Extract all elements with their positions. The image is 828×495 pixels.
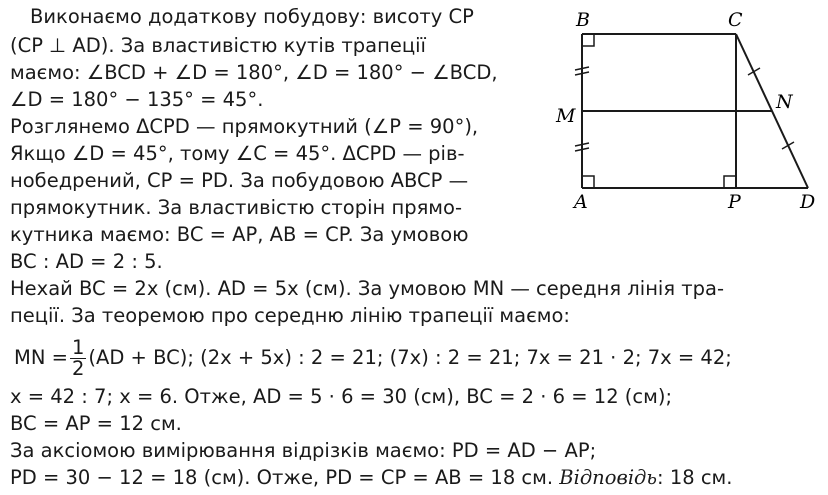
right-angle-a bbox=[582, 176, 594, 188]
label-m: M bbox=[556, 105, 576, 127]
text-line-8: прямокутник. За властивістю сторін прямо- bbox=[10, 196, 462, 219]
text-line-3: маємо: ∠BCD + ∠D = 180°, ∠D = 180° − ∠BCD, bbox=[10, 61, 498, 84]
text-line-2: (CP ⊥ AD). За властивістю кутів трапеції bbox=[10, 34, 426, 57]
text-line-14: x = 42 : 7; x = 6. Отже, AD = 5 · 6 = 30 (см), BC = 2 · 6 = 12 (см); bbox=[10, 385, 673, 408]
formula-start: MN = bbox=[14, 346, 68, 369]
label-p: P bbox=[728, 191, 741, 213]
label-n: N bbox=[776, 91, 793, 113]
text-line-5: Розглянемо ΔCPD — прямокутний (∠P = 90°), bbox=[10, 115, 479, 138]
formula-line bbox=[14, 332, 732, 384]
fraction-denominator: 2 bbox=[71, 356, 85, 380]
label-a: A bbox=[574, 191, 588, 213]
text-line-1: Виконаємо додаткову побудову: висоту CP bbox=[30, 5, 474, 28]
trapezoid-figure bbox=[550, 4, 820, 219]
text-line-11: Нехай BC = 2x (см). AD = 5x (см). За умовою MN — середня лінія тра- bbox=[10, 277, 725, 300]
text-line-12: пеції. За теоремою про середню лінію трапеції маємо: bbox=[10, 304, 570, 327]
text-line-6: Якщо ∠D = 45°, тому ∠C = 45°. ΔCPD — рів- bbox=[10, 142, 465, 165]
text-line-17 bbox=[10, 466, 732, 490]
label-c: C bbox=[728, 9, 743, 31]
right-angle-p bbox=[724, 176, 736, 188]
formula-rest: (AD + BC); (2x + 5x) : 2 = 21; (7x) : 2 = 21; 7x = 21 · 2; 7x = 42; bbox=[88, 346, 732, 369]
label-b: B bbox=[576, 9, 590, 31]
text-line-17-main: PD = 30 − 12 = 18 (см). Отже, PD = CP = AB = 18 см. bbox=[10, 466, 560, 489]
text-line-15: BC = AP = 12 см. bbox=[10, 412, 182, 435]
text-line-4: ∠D = 180° − 135° = 45°. bbox=[10, 88, 264, 111]
label-d: D bbox=[800, 191, 816, 213]
fraction-numerator: 1 bbox=[71, 335, 85, 359]
answer-label: Відповідь bbox=[559, 466, 658, 489]
text-line-10: BC : AD = 2 : 5. bbox=[10, 250, 163, 273]
text-line-16: За аксіомою вимірювання відрізків маємо: PD = AD − AP; bbox=[10, 439, 597, 462]
fraction-half bbox=[70, 335, 86, 380]
right-angle-b bbox=[582, 34, 594, 46]
answer-value: : 18 см. bbox=[657, 466, 733, 489]
text-line-7: нобедрений, CP = PD. За побудовою ABCP — bbox=[10, 169, 469, 192]
text-line-9: кутника маємо: BC = AP, AB = CP. За умовою bbox=[10, 223, 469, 246]
